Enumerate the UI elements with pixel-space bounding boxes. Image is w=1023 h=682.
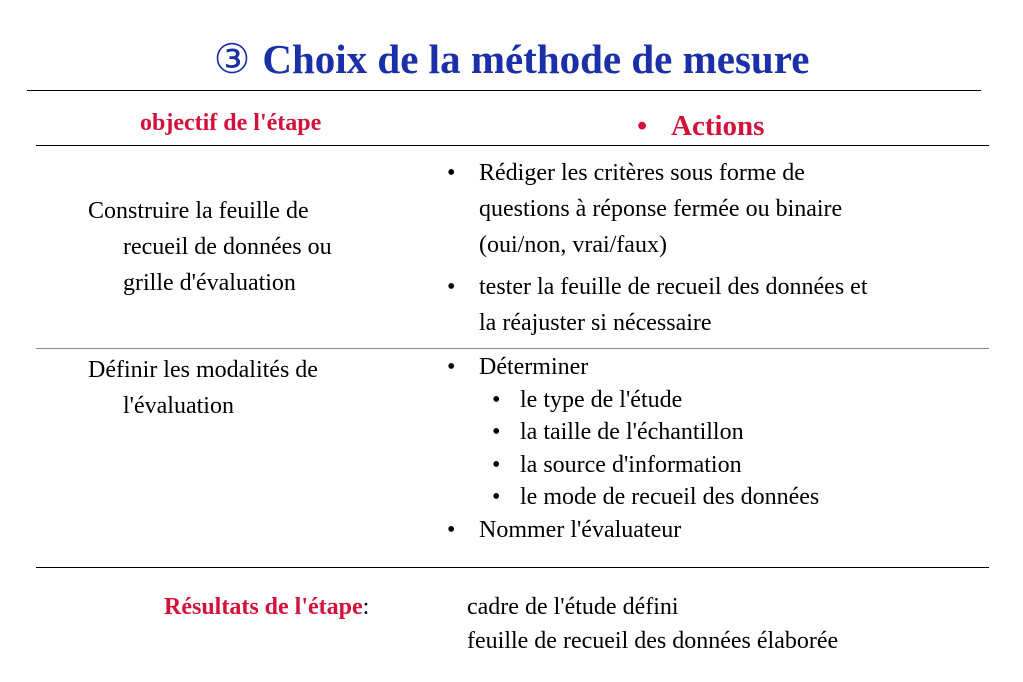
objective-line: grille d'évaluation: [123, 270, 296, 296]
row-1-actions: [447, 155, 987, 341]
table-bottom-divider: [36, 567, 989, 568]
action-line: (oui/non, vrai/faux): [479, 232, 667, 258]
action-line: questions à réponse fermée ou binaire: [479, 196, 843, 222]
results-values: [467, 590, 838, 658]
bullet-icon: •: [492, 484, 501, 510]
header-divider: [36, 145, 989, 146]
sub-action-text: la taille de l'échantillon: [520, 419, 744, 445]
results-label-text: Résultats de l'étape: [164, 594, 363, 620]
action-item: [447, 514, 987, 547]
result-value: feuille de recueil des données élaborée: [467, 628, 839, 654]
action-line: Rédiger les critères sous forme de: [479, 160, 805, 186]
action-line: la réajuster si nécessaire: [479, 310, 712, 336]
action-line: Déterminer: [479, 354, 589, 380]
action-line: tester la feuille de recueil des données et: [479, 274, 868, 300]
action-item: [447, 351, 987, 384]
row-1-objective: [88, 193, 418, 301]
sub-action-item: [447, 481, 987, 514]
action-item: [447, 155, 987, 263]
title-divider: [27, 90, 981, 91]
sub-action-item: [447, 384, 987, 417]
sub-action-text: la source d'information: [520, 451, 742, 478]
step-number-icon: ③: [213, 36, 251, 82]
bullet-icon: •: [447, 274, 456, 300]
action-item: [447, 269, 987, 341]
sub-action-text: le mode de recueil des données: [520, 484, 820, 510]
row-divider: [36, 348, 989, 349]
results-colon: :: [362, 594, 370, 620]
bullet-icon: •: [492, 451, 501, 478]
objective-line: Définir les modalités de: [88, 357, 318, 383]
page-title-text: Choix de la méthode de mesure: [262, 36, 810, 82]
bullet-icon: •: [637, 110, 648, 142]
objective-line: l'évaluation: [123, 393, 234, 419]
result-value: cadre de l'étude défini: [467, 594, 679, 620]
bullet-icon: •: [492, 386, 501, 413]
column-header-actions: [637, 109, 764, 143]
column-header-objective: objectif de l'étape: [140, 110, 322, 136]
column-header-actions-label: Actions: [671, 110, 765, 142]
sub-action-item: [447, 416, 987, 449]
action-line: Nommer l'évaluateur: [479, 516, 682, 543]
objective-line: recueil de données ou: [123, 234, 332, 260]
sub-action-item: [447, 449, 987, 482]
bullet-icon: •: [492, 419, 501, 445]
objective-line: Construire la feuille de: [88, 198, 309, 224]
results-label: [164, 590, 369, 624]
bullet-icon: •: [447, 354, 456, 380]
bullet-icon: •: [447, 516, 456, 543]
page-title: [0, 34, 1023, 84]
sub-action-text: le type de l'étude: [520, 386, 683, 413]
bullet-icon: •: [447, 160, 456, 186]
row-2-actions: [447, 351, 987, 546]
row-2-objective: [88, 352, 418, 424]
